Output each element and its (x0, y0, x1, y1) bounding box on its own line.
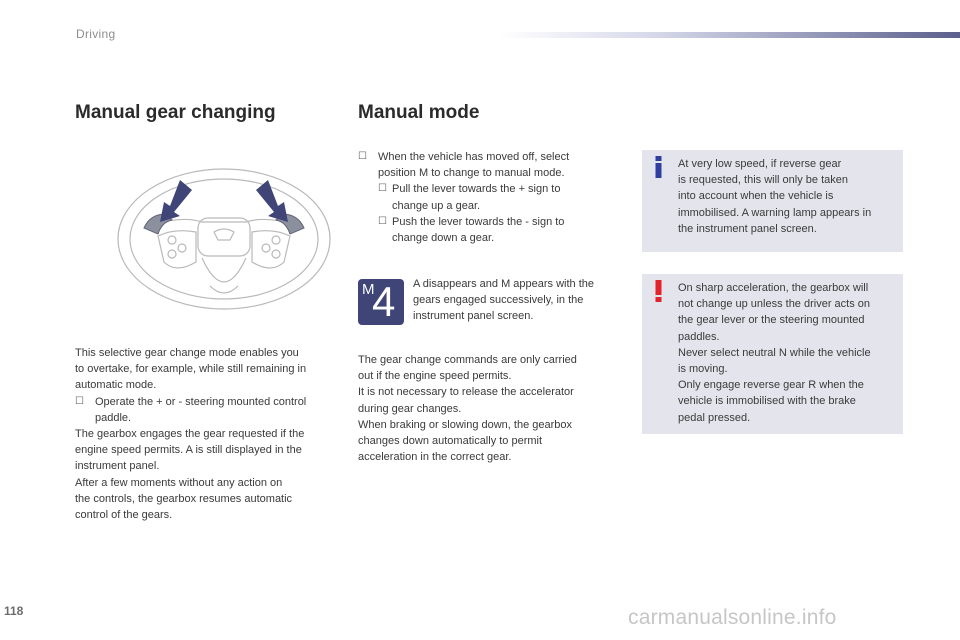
manual-mode-instructions (358, 149, 628, 246)
bullet-checkbox-icon: ☐ (358, 151, 367, 162)
text-line: change down a gear. (392, 232, 495, 245)
bullet-checkbox-icon: ☐ (378, 183, 387, 195)
page-number: 118 (4, 604, 24, 618)
header-gradient-bar (500, 32, 960, 38)
text-line: On sharp acceleration, the gearbox will (678, 282, 869, 294)
text-line: position M to change to manual mode. (378, 167, 565, 180)
text-line: changes down automatically to permit (358, 435, 543, 448)
text-line: immobilised. A warning lamp appears in (678, 206, 872, 219)
watermark: carmanualsonline.info (628, 606, 837, 629)
text-line: The gearbox engages the gear requested if the (75, 428, 305, 441)
text-line: When the vehicle has moved off, select (378, 151, 570, 163)
warning-note-box (642, 274, 903, 434)
text-line: control of the gears. (75, 509, 173, 522)
gear-number: 4 (372, 278, 396, 325)
info-icon (655, 156, 662, 178)
text-line: Never select neutral N while the vehicle (678, 346, 871, 359)
heading-manual-mode: Manual mode (358, 102, 480, 123)
text-line: paddles. (678, 330, 720, 343)
text-line: acceleration in the correct gear. (358, 451, 512, 464)
text-line: not change up unless the driver acts on (678, 298, 871, 311)
text-line: is requested, this will only be taken (678, 174, 848, 187)
text-line: the gear lever or the steering mounted (678, 314, 865, 327)
left-body-text (75, 345, 341, 523)
text-line: during gear changes. (358, 402, 462, 415)
text-line: This selective gear change mode enables you (75, 347, 299, 359)
text-line: Only engage reverse gear R when the (678, 379, 864, 392)
gear-mode-letter: M (362, 281, 375, 298)
text-line: It is not necessary to release the accelerator (358, 386, 574, 399)
gear-change-notes (358, 352, 628, 465)
bullet-item (75, 394, 341, 426)
info-note-text (678, 156, 897, 237)
text-line: A disappears and M appears with the (413, 278, 595, 290)
text-line: engine speed permits. A is still displayed in the (75, 444, 302, 457)
text-line: The gear change commands are only carried (358, 354, 577, 366)
text-line: instrument panel. (75, 460, 160, 473)
text-line: to overtake, for example, while still remaining in (75, 363, 307, 376)
text-line: the instrument panel screen. (678, 222, 817, 235)
text-line: the controls, the gearbox resumes automatic (75, 492, 293, 505)
warning-note-text (678, 280, 897, 426)
text-line: automatic mode. (75, 379, 157, 392)
bullet-item (358, 149, 628, 181)
bullet-checkbox-icon: ☐ (75, 395, 84, 407)
text-line: instrument panel screen. (413, 310, 534, 323)
text-line: Pull the lever towards the + sign to (392, 183, 561, 196)
sub-bullet-item (358, 214, 628, 246)
text-line: After a few moments without any action on (75, 476, 283, 489)
text-line: into account when the vehicle is (678, 190, 834, 203)
warning-icon (655, 280, 662, 302)
text-line: out if the engine speed permits. (358, 370, 512, 383)
text-line: At very low speed, if reverse gear (678, 158, 842, 170)
text-line: Push the lever towards the - sign to (392, 215, 565, 228)
heading-manual-gear-changing: Manual gear changing (75, 102, 276, 123)
text-line: paddle. (95, 411, 132, 424)
text-line: Operate the + or - steering mounted control (95, 395, 307, 408)
text-line: gears engaged successively, in the (413, 294, 584, 307)
sub-bullet-item (358, 181, 628, 213)
info-note-box (642, 150, 903, 252)
display-description (413, 276, 627, 325)
text-line: vehicle is immobilised with the brake (678, 395, 856, 408)
text-line: is moving. (678, 363, 728, 376)
bullet-checkbox-icon: ☐ (378, 215, 387, 227)
text-line: pedal pressed. (678, 411, 751, 424)
gear-display-badge (358, 279, 404, 325)
section-header: Driving (76, 27, 116, 41)
text-line: When braking or slowing down, the gearbox (358, 418, 573, 431)
text-line: change up a gear. (392, 199, 481, 212)
steering-wheel-illustration (114, 166, 334, 312)
